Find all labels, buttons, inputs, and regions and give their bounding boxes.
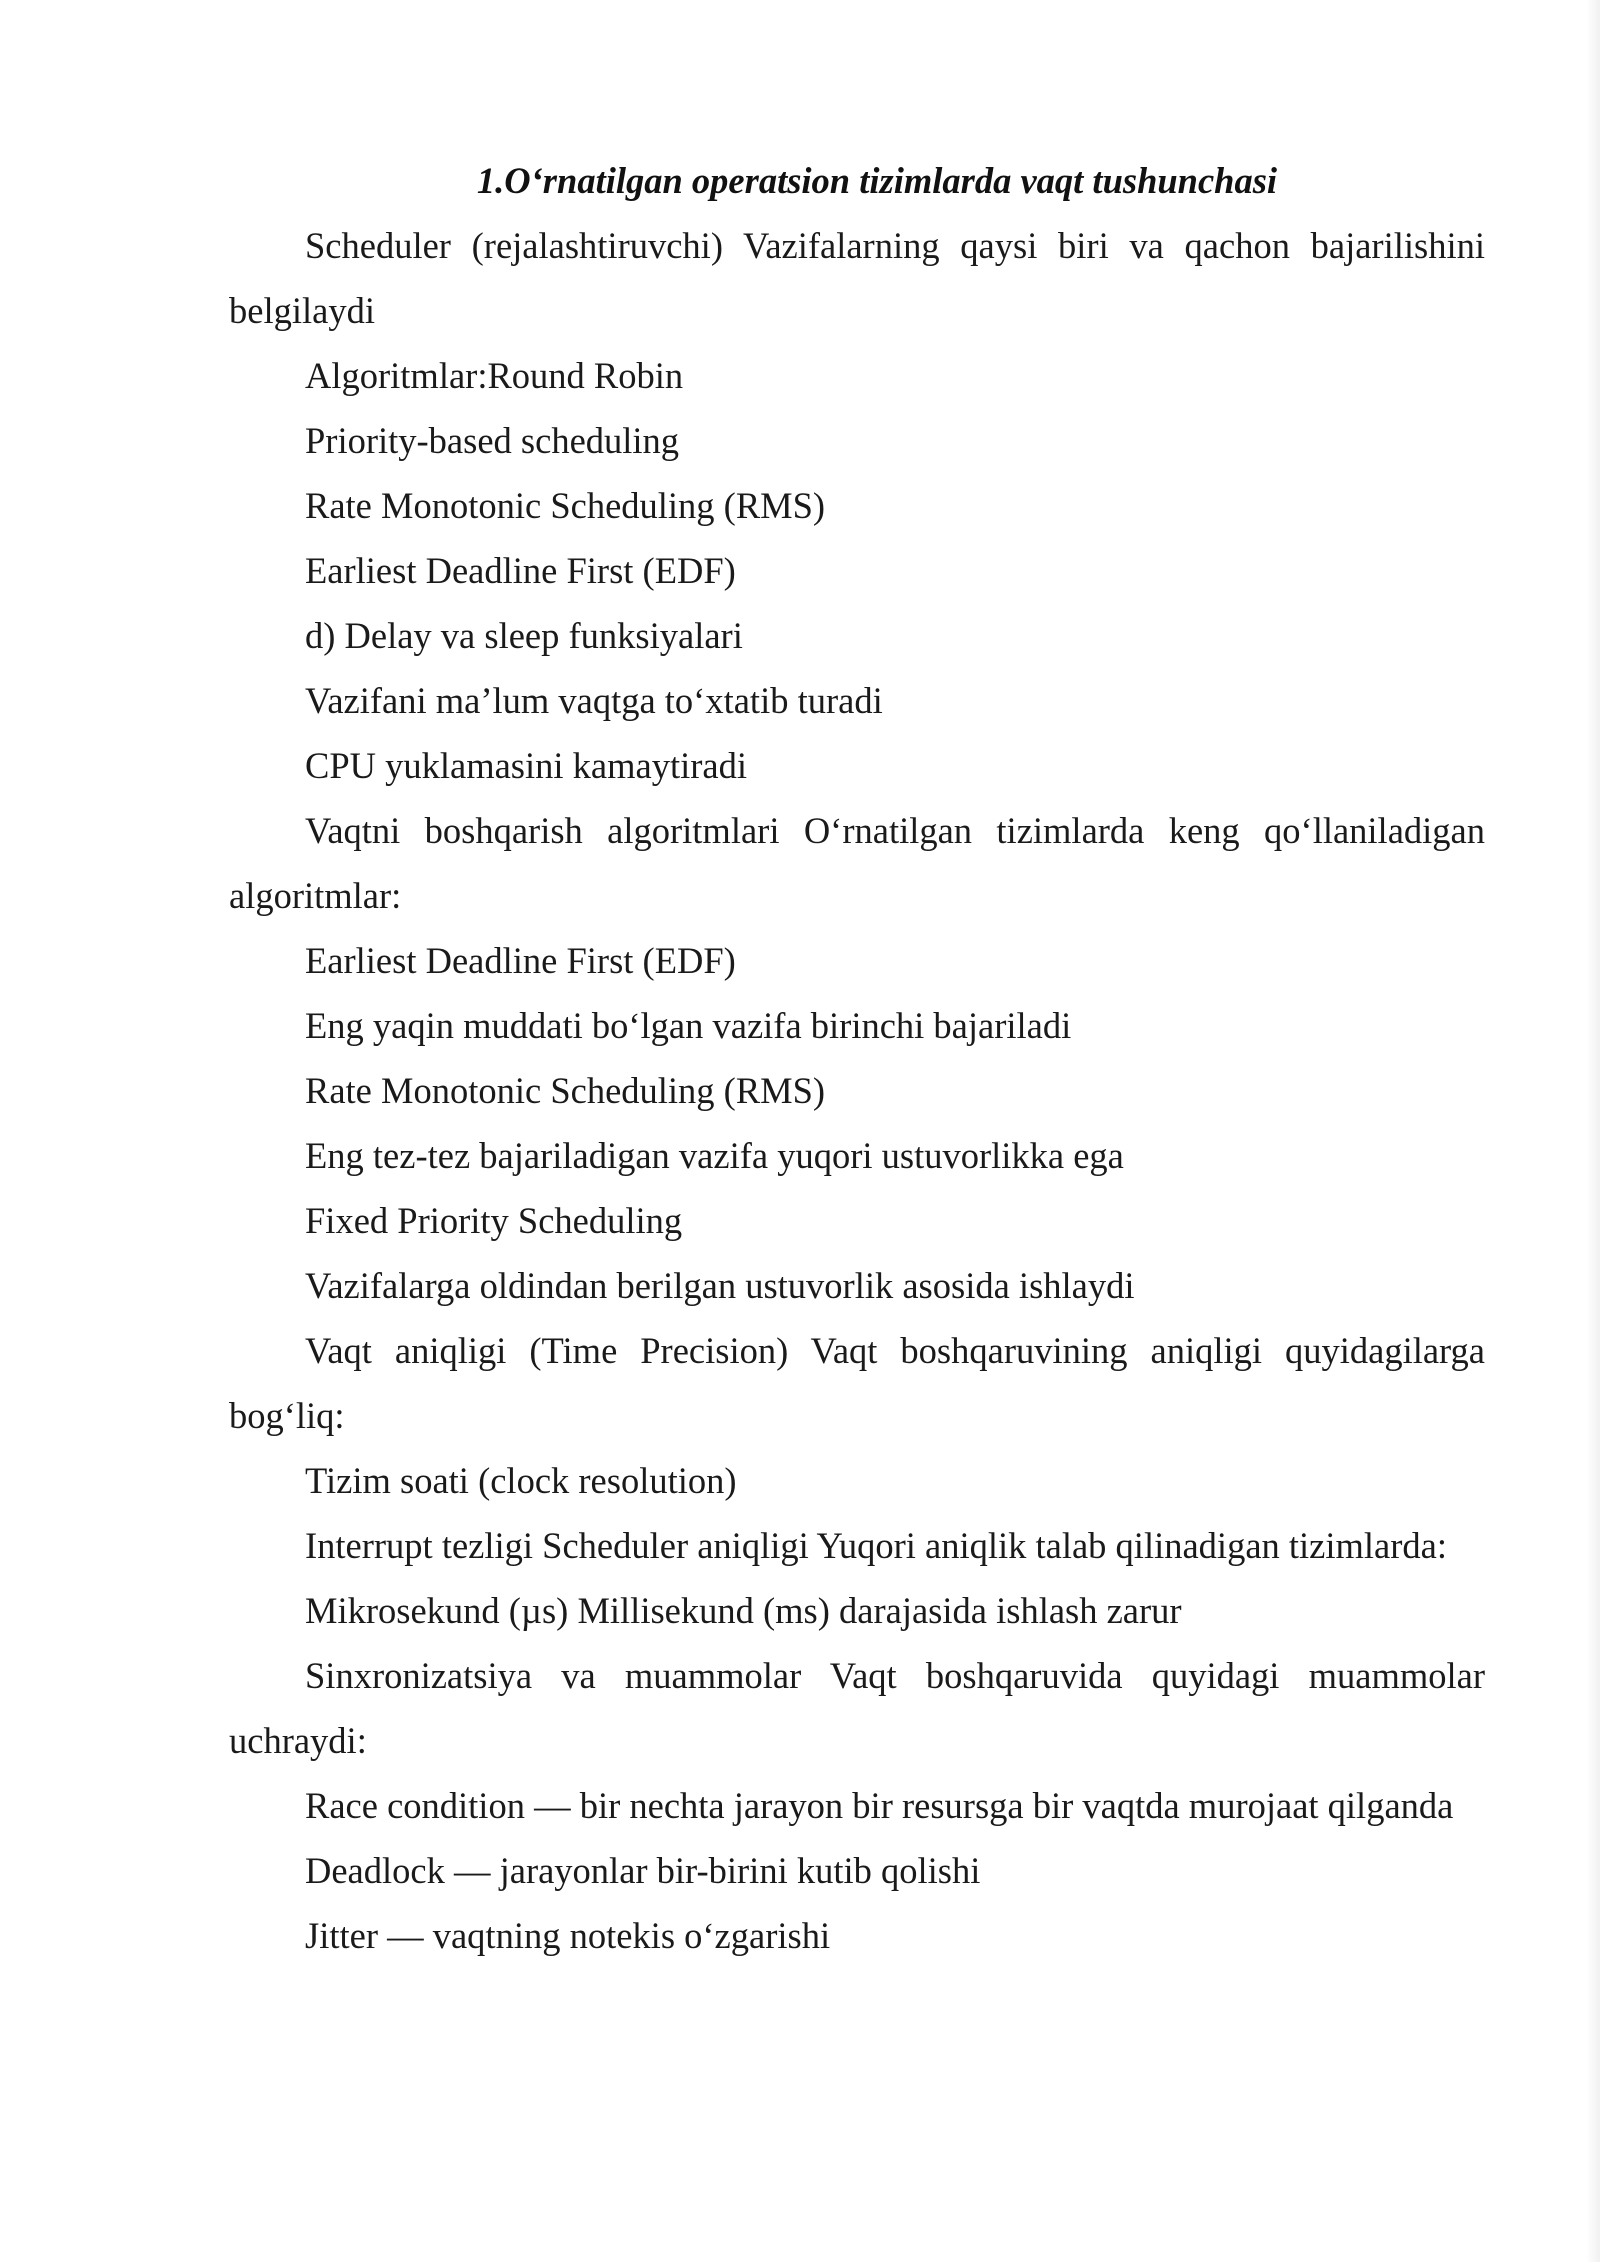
paragraph-rms-2: Rate Monotonic Scheduling (RMS)	[305, 1070, 826, 1111]
paragraph-time-precision: Vaqt aniqligi (Time Precision) Vaqt boshqaruvining aniqligi quyidagilarga bog‘liq:	[229, 1330, 1485, 1436]
paragraph-cpu-load: CPU yuklamasini kamaytiradi	[305, 745, 747, 786]
paragraph-edf-2: Earliest Deadline First (EDF)	[305, 940, 736, 981]
section-title: 1.O‘rnatilgan operatsion tizimlarda vaqt tushunchasi	[476, 160, 1278, 201]
page-edge-shadow	[1586, 0, 1600, 2262]
paragraph-jitter: Jitter — vaqtning notekis o‘zgarishi	[305, 1915, 831, 1956]
paragraph-scheduler: Scheduler (rejalashtiruvchi) Vazifalarning qaysi biri va qachon bajarilishini belgilaydi	[229, 225, 1485, 331]
paragraph-algorithms-round-robin: Algoritmlar:Round Robin	[305, 355, 684, 396]
document-body	[229, 148, 1485, 1968]
paragraph-fixed-priority: Fixed Priority Scheduling	[305, 1200, 683, 1241]
paragraph-deadlock: Deadlock — jarayonlar bir-birini kutib qolishi	[305, 1850, 981, 1891]
paragraph-edf-description: Eng yaqin muddati bo‘lgan vazifa birinchi bajariladi	[305, 1005, 1072, 1046]
paragraph-clock-resolution: Tizim soati (clock resolution)	[305, 1460, 737, 1501]
paragraph-micro-milli: Mikrosekund (µs) Millisekund (ms) darajasida ishlash zarur	[305, 1590, 1182, 1631]
paragraph-time-algorithms: Vaqtni boshqarish algoritmlari O‘rnatilgan tizimlarda keng qo‘llaniladigan algoritmlar:	[229, 810, 1485, 916]
paragraph-rms: Rate Monotonic Scheduling (RMS)	[305, 485, 826, 526]
paragraph-pause-task: Vazifani ma’lum vaqtga to‘xtatib turadi	[305, 680, 883, 721]
paragraph-synchronization: Sinxronizatsiya va muammolar Vaqt boshqaruvida quyidagi muammolar uchraydi:	[229, 1655, 1485, 1761]
paragraph-interrupt-speed: Interrupt tezligi Scheduler aniqligi Yuqori aniqlik talab qilinadigan tizimlarda:	[305, 1525, 1447, 1566]
paragraph-fixed-priority-description: Vazifalarga oldindan berilgan ustuvorlik asosida ishlaydi	[305, 1265, 1135, 1306]
paragraph-race-condition: Race condition — bir nechta jarayon bir resursga bir vaqtda murojaat qilganda	[305, 1785, 1454, 1826]
paragraph-edf: Earliest Deadline First (EDF)	[305, 550, 736, 591]
paragraph-rms-description: Eng tez-tez bajariladigan vazifa yuqori ustuvorlikka ega	[305, 1135, 1124, 1176]
paragraph-priority-based: Priority-based scheduling	[305, 420, 680, 461]
paragraph-delay-sleep: d) Delay va sleep funksiyalari	[305, 615, 743, 656]
